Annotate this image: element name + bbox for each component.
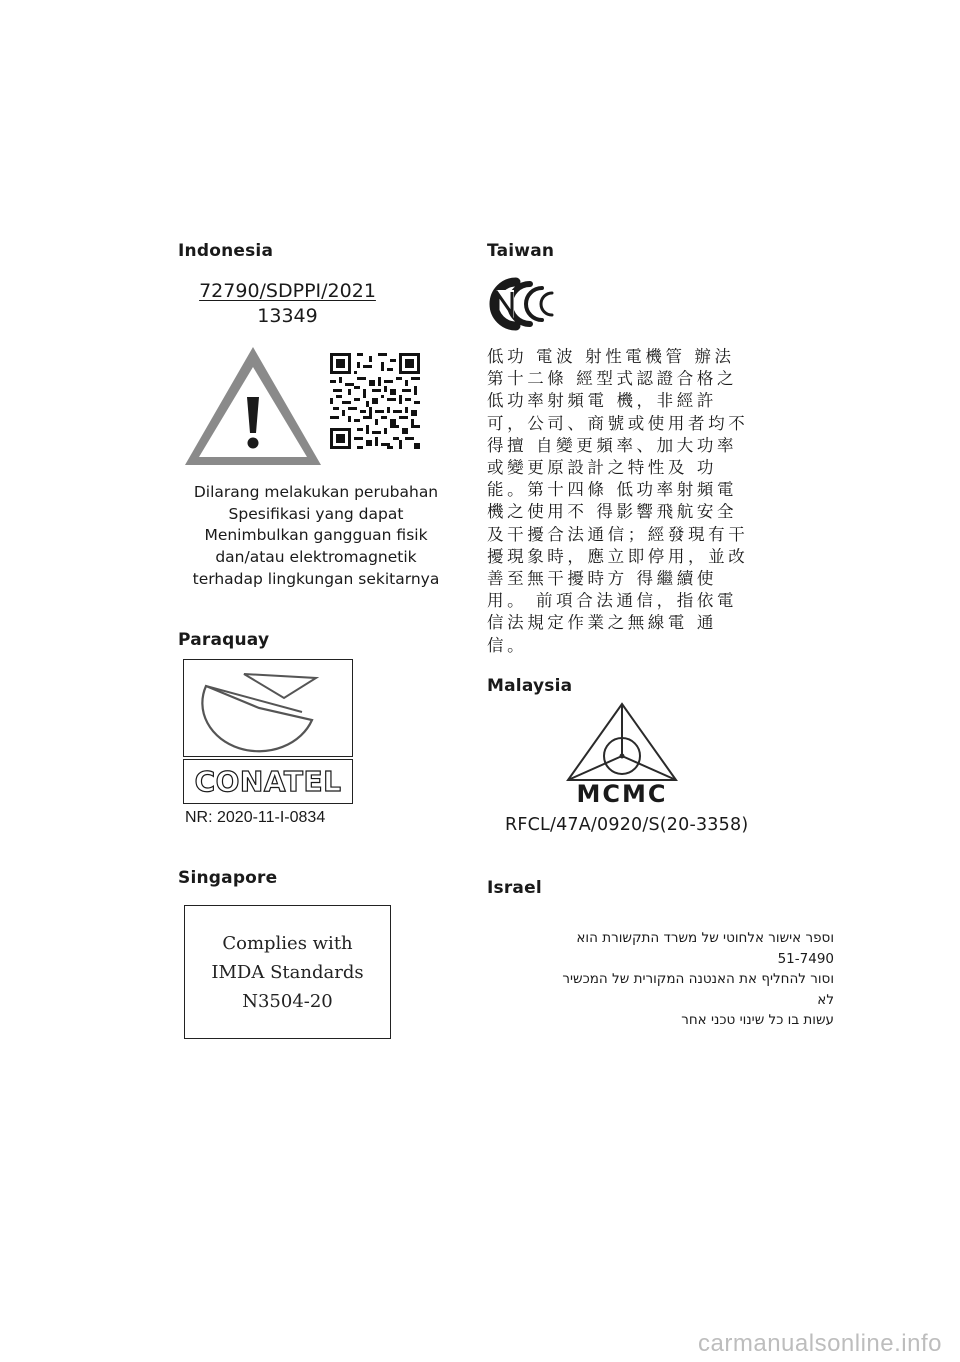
- singapore-heading: Singapore: [178, 868, 278, 888]
- imda-line: Complies with: [222, 932, 353, 954]
- israel-heading: Israel: [487, 878, 542, 898]
- plg-id: 13349: [257, 305, 318, 327]
- israel-approval-text: [486, 928, 834, 1031]
- conatel-logo-box: [183, 659, 353, 757]
- warning-triangle-icon: [183, 345, 323, 467]
- watermark: carmanualsonline.info: [698, 1330, 942, 1357]
- mcmc-logo-icon: [556, 700, 686, 806]
- conatel-emblem-icon: [184, 660, 352, 756]
- imda-line: N3504-20: [242, 990, 333, 1012]
- indonesia-registration: [180, 280, 395, 327]
- paraguay-heading: Paraquay: [178, 630, 270, 650]
- paraguay-nr-number: NR: 2020-11-I-0834: [185, 809, 326, 826]
- imda-line: IMDA Standards: [211, 961, 364, 983]
- malaysia-reference: RFCL/47A/0920/S(20-3358): [505, 815, 749, 835]
- malaysia-heading: Malaysia: [487, 676, 573, 696]
- taiwan-heading: Taiwan: [487, 241, 555, 261]
- israel-line: וספר אישור אלחוטי של משרד התקשורת הוא: [576, 930, 834, 946]
- ncc-logo-icon: [486, 276, 560, 332]
- israel-line: 51-7490: [777, 950, 834, 967]
- warning-line: Dilarang melakukan perubahan: [193, 483, 439, 501]
- indonesia-warning-text: [178, 482, 454, 591]
- conatel-wordmark: [183, 759, 353, 804]
- indonesia-heading: Indonesia: [178, 241, 274, 261]
- imda-label: [184, 905, 391, 1039]
- israel-line: עשות בו כל שינוי טכני אחר: [681, 1012, 834, 1028]
- israel-line: וסור להחליף את האנטנה המקורית של המכשיר: [562, 971, 834, 987]
- warning-line: Menimbulkan gangguan fisik: [204, 526, 428, 545]
- israel-line: לא: [817, 991, 834, 1008]
- sdppi-number: 72790/SDPPI/2021: [199, 280, 376, 302]
- warning-line: dan/atau elektromagnetik: [215, 548, 417, 567]
- conatel-logo-text: CONATEL: [194, 765, 342, 798]
- warning-line: terhadap lingkungan sekitarnya: [192, 569, 440, 588]
- taiwan-regulation-text: 低功 電波 射性電機管 辦法 第十二條 經型式認證合格之低功率射頻電 機，非經許可，公司、商號或使用者均不得擅 自變更頻率、加大功率或變更原設計之特性及 功能。第十四條 低功率射頻電機之使用不 得影響飛航安全及干擾合法通信；經發現有干 擾現象時，應立即停用，並改善至無干擾時方 得繼續使用。 前項合法通信，指依電信法規定作業之無線電 通信。: [487, 347, 758, 655]
- mcmc-logo-text: MCMC: [576, 780, 668, 806]
- warning-line: Spesifikasi yang dapat: [228, 504, 404, 523]
- qr-code-icon: [330, 353, 420, 449]
